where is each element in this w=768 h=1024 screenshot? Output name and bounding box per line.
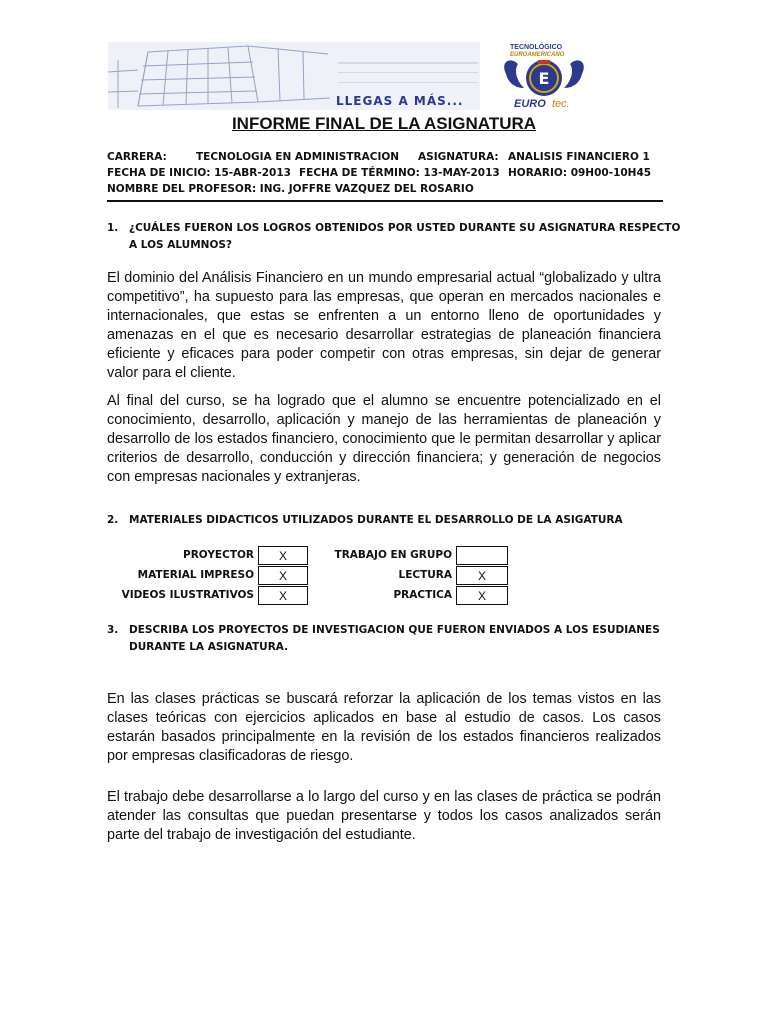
question-2-text: MATERIALES DIDACTICOS UTILIZADOS DURANTE EL DESARROLLO DE LA ASIGATURA — [129, 514, 623, 526]
material-check-videos: X — [258, 586, 308, 605]
horario: HORARIO: 09H00-10H45 — [508, 167, 652, 179]
logo-text-euroamericano: EUROAMERICANO — [510, 52, 565, 58]
question-1-line2: A LOS ALUMNOS? — [129, 239, 233, 251]
asignatura-value: ANALISIS FINANCIERO 1 — [508, 151, 650, 163]
material-check-practica: X — [456, 586, 508, 605]
carrera-value: TECNOLOGIA EN ADMINISTRACION — [196, 151, 400, 163]
logo-text-tecnologico: TECNOLÓGICO — [510, 44, 563, 51]
answer-1-paragraph-1: El dominio del Análisis Financiero en un mundo empresarial actual “globalizado y ultra competitivo”, ha supuesto para las empresas, que operan en mercados nacionales e internacionales, que estas se enfrenten a un entorno lleno de oportunidades y amenazas en el que es necesario desarrollar estrategias de planeación financiera eficiente y eficaces para poder competir con otras empresas, sin dejar de generar valor para el cliente. — [107, 270, 661, 381]
material-label-trabajo-grupo: TRABAJO EN GRUPO — [334, 549, 452, 561]
question-3-line2: DURANTE LA ASIGNATURA. — [129, 641, 289, 653]
answer-1-paragraph-2: Al final del curso, se ha logrado que el alumno se encuentre potencializado en el conocimiento, desarrollo, aplicación y manejo de las herramientas de planeación y desarrollo de los estados financiero, conocimiento que le permitan desarrollar y aplicar criterios de desarrollo, conducción y dirección financiera; y generación de negocios con empresas nacionales y extranjeras. — [107, 393, 661, 485]
material-label-practica: PRACTICA — [393, 589, 452, 601]
logo-text-euro: EURO — [514, 98, 546, 110]
question-3-line1: DESCRIBA LOS PROYECTOS DE INVESTIGACION QUE FUERON ENVIADOS A LOS ESUDIANES — [129, 624, 660, 636]
material-label-lectura: LECTURA — [398, 569, 452, 581]
header-divider — [107, 200, 663, 202]
question-1-line1: ¿CUÁLES FUERON LOS LOGROS OBTENIDOS POR USTED DURANTE SU ASIGNATURA RESPECTO — [129, 222, 681, 234]
question-3-number: 3. — [107, 624, 119, 636]
material-label-videos: VIDEOS ILUSTRATIVOS — [121, 589, 254, 601]
material-check-trabajo-grupo — [456, 546, 508, 565]
fecha-termino: FECHA DE TÉRMINO: 13-MAY-2013 — [299, 167, 500, 179]
question-2-number: 2. — [107, 514, 119, 526]
answer-3-paragraph-1: En las clases prácticas se buscará reforzar la aplicación de los temas vistos en las clases teóricas con ejercicios aplicados en base al estudio de casos. Los casos estarán basados principalmente en la revisión de los estados financieros realizados por empresas clasificadoras de riesgo. — [107, 691, 661, 764]
asignatura-label: ASIGNATURA: — [418, 151, 499, 163]
question-1-number: 1. — [107, 222, 119, 234]
material-check-proyector: X — [258, 546, 308, 565]
material-check-lectura: X — [456, 566, 508, 585]
logo-text-tec: tec. — [552, 98, 570, 110]
material-check-material-impreso: X — [258, 566, 308, 585]
question-3 — [107, 622, 667, 658]
question-2 — [107, 512, 667, 530]
svg-text:E: E — [538, 69, 550, 88]
carrera-label: CARRERA: — [107, 151, 167, 163]
fecha-inicio: FECHA DE INICIO: 15-ABR-2013 — [107, 167, 291, 179]
header-slogan: LLEGAS A MÁS... — [336, 94, 464, 108]
answer-3-paragraph-2: El trabajo debe desarrollarse a lo largo del curso y en las clases de práctica se podrán atender las consultas que puedan presentarse y todos los casos analizados serán parte del trabajo de investigación del estudiante. — [107, 789, 661, 843]
material-label-material-impreso: MATERIAL IMPRESO — [137, 569, 254, 581]
profesor: NOMBRE DEL PROFESOR: ING. JOFFRE VAZQUEZ DEL ROSARIO — [107, 183, 474, 195]
question-1 — [107, 220, 681, 256]
page-title: INFORME FINAL DE LA ASIGNATURA — [231, 114, 537, 133]
material-label-proyector: PROYECTOR — [183, 549, 254, 561]
